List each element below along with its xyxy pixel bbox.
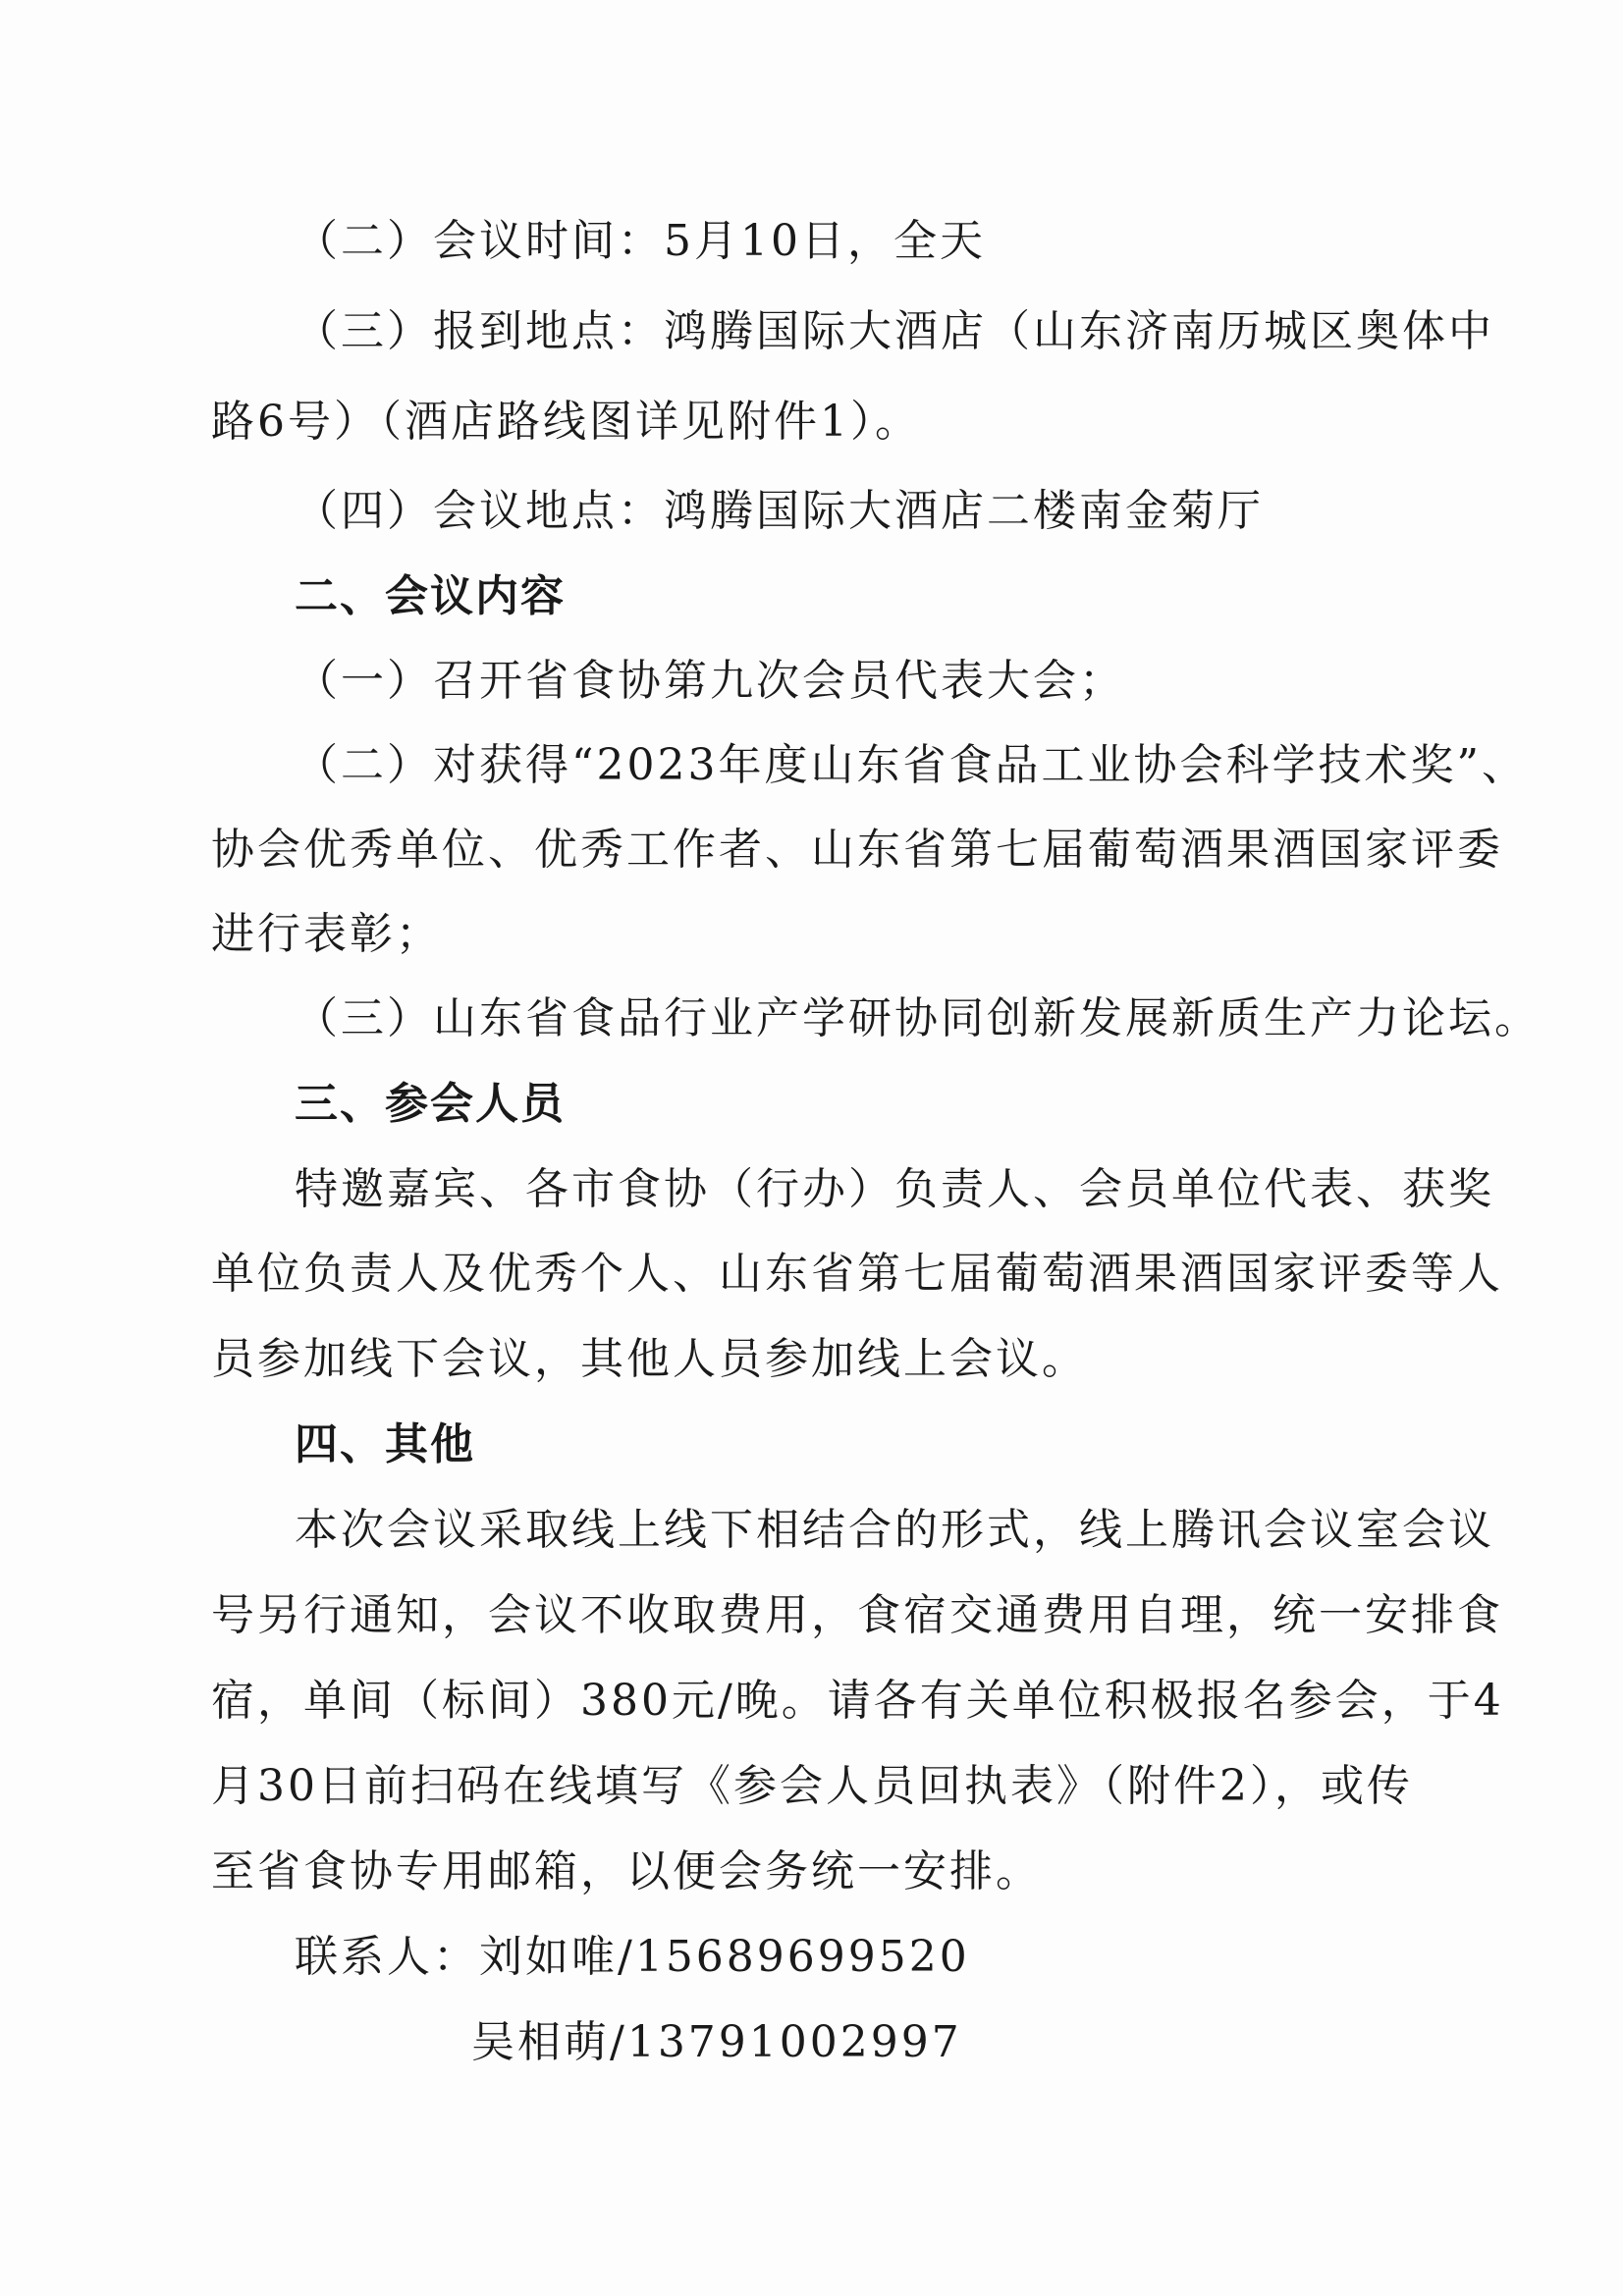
content-item-2-cont-2: 进行表彰；: [211, 909, 442, 959]
attendees-text-1: 特邀嘉宾、各市食协（行办）负责人、会员单位代表、获奖: [295, 1164, 1494, 1214]
other-text-4: 月30日前扫码在线填写《参会人员回执表》（附件2），或传: [211, 1761, 1413, 1811]
other-text-5: 至省食协专用邮箱，以便会务统一安排。: [211, 1846, 1042, 1896]
meeting-time-line: （二）会议时间：5月10日，全天: [295, 216, 986, 266]
attendees-text-3: 员参加线下会议，其他人员参加线上会议。: [211, 1334, 1088, 1384]
other-text-3: 宿，单间（标间）380元/晚。请各有关单位积极报名参会，于4: [211, 1676, 1504, 1726]
registration-location-line: （三）报到地点：鸿腾国际大酒店（山东济南历城区奥体中: [295, 306, 1494, 356]
other-text-2: 号另行通知，会议不收取费用，食宿交通费用自理，统一安排食: [211, 1590, 1503, 1640]
content-item-2-cont: 协会优秀单位、优秀工作者、山东省第七届葡萄酒果酒国家评委: [211, 825, 1503, 875]
contact-line-2: 吴相萌/13791002997: [471, 2017, 962, 2067]
section-heading-content: 二、会议内容: [295, 571, 566, 621]
attendees-text-2: 单位负责人及优秀个人、山东省第七届葡萄酒果酒国家评委等人: [211, 1249, 1503, 1299]
section-heading-attendees: 三、参会人员: [295, 1079, 566, 1129]
content-item-1: （一）召开省食协第九次会员代表大会；: [295, 656, 1125, 706]
section-heading-other: 四、其他: [295, 1419, 475, 1469]
registration-location-line-cont: 路6号）（酒店路线图详见附件1）。: [211, 397, 921, 447]
meeting-location-line: （四）会议地点：鸿腾国际大酒店二楼南金菊厅: [295, 486, 1264, 536]
other-text-1: 本次会议采取线上线下相结合的形式，线上腾讯会议室会议: [295, 1505, 1494, 1555]
contact-line-1: 联系人：刘如唯/15689699520: [295, 1932, 970, 1982]
content-item-3: （三）山东省食品行业产学研协同创新发展新质生产力论坛。: [295, 993, 1541, 1043]
content-item-2: （二）对获得“2023年度山东省食品工业协会科学技术奖”、: [295, 740, 1528, 790]
